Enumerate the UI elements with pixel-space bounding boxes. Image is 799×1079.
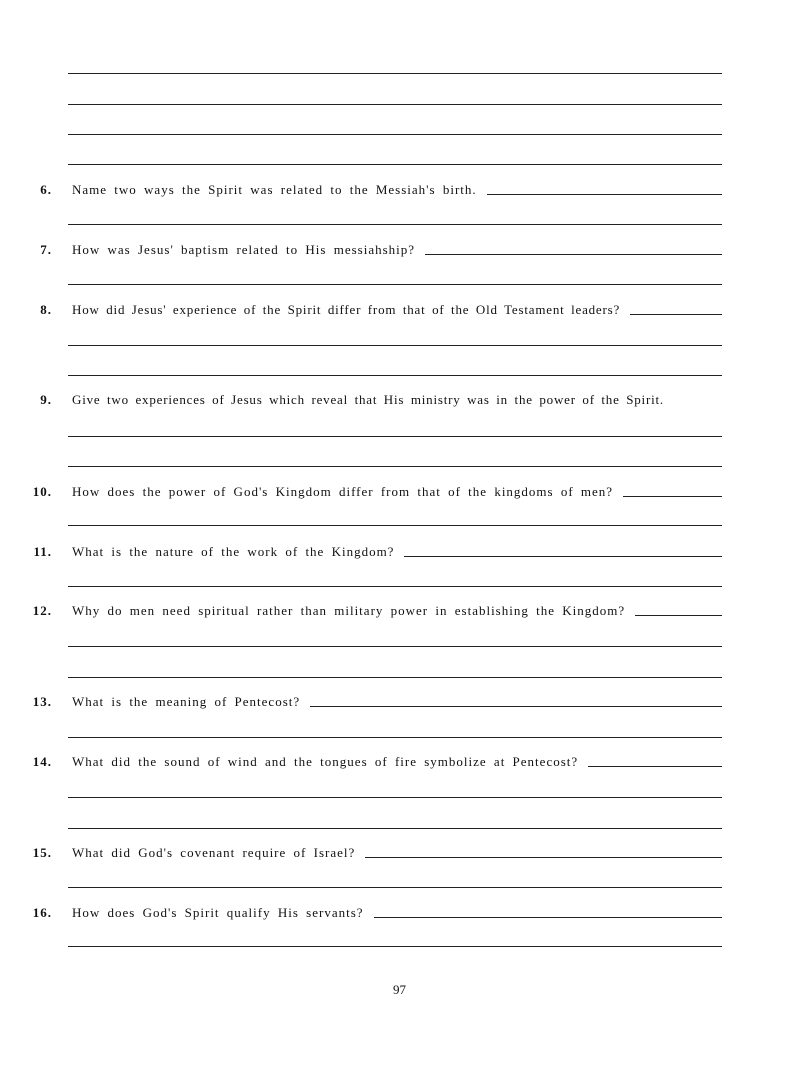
answer-line [68,797,722,798]
question-number: 10. [32,484,52,499]
question-text: Why do men need spiritual rather than military power in establishing the Kingdom? [72,603,626,618]
answer-line [68,828,722,829]
answer-blank [630,314,722,315]
answer-line [68,164,722,165]
answer-line [68,586,722,587]
question-16 [0,903,722,921]
answer-blank [588,766,722,767]
question-text: How does God's Spirit qualify His servants? [72,905,364,920]
answer-blank [623,496,722,497]
question-text: Name two ways the Spirit was related to the Messiah's birth. [72,182,477,197]
question-number: 9. [40,392,52,407]
question-9 [0,390,722,408]
question-15 [0,843,722,861]
question-number: 8. [40,302,52,317]
answer-line [68,345,722,346]
question-text: How does the power of God's Kingdom differ from that of the kingdoms of men? [72,484,614,499]
answer-blank [487,194,722,195]
page-number: 97 [393,982,406,997]
question-text: What did God's covenant require of Israel? [72,845,356,860]
question-text: What did the sound of wind and the tongues of fire symbolize at Pentecost? [72,754,579,769]
question-6 [0,180,722,198]
question-text: How was Jesus' baptism related to His messiahship? [72,242,416,257]
question-12 [0,601,722,619]
answer-line [68,737,722,738]
question-text: What is the nature of the work of the Kingdom? [72,544,395,559]
question-10 [0,482,722,500]
question-11 [0,542,722,560]
question-number: 12. [32,603,52,618]
answer-line [68,946,722,947]
question-7 [0,240,722,258]
answer-line [68,224,722,225]
question-8 [0,300,722,318]
question-text: Give two experiences of Jesus which reveal that His ministry was in the power of the Spirit. [72,392,664,407]
answer-blank [310,706,722,707]
answer-line [68,104,722,105]
answer-blank [365,857,722,858]
answer-line [68,375,722,376]
answer-line [68,73,722,74]
answer-line [68,887,722,888]
question-number: 13. [32,694,52,709]
answer-blank [404,556,722,557]
answer-line [68,646,722,647]
answer-blank [374,917,722,918]
question-14 [0,752,722,770]
question-number: 11. [33,544,52,559]
answer-line [68,284,722,285]
question-13 [0,692,722,710]
question-number: 16. [32,905,52,920]
answer-blank [425,254,722,255]
answer-line [68,525,722,526]
question-number: 6. [40,182,52,197]
question-number: 14. [32,754,52,769]
answer-line [68,134,722,135]
answer-line [68,466,722,467]
question-number: 7. [40,242,52,257]
question-text: What is the meaning of Pentecost? [72,694,301,709]
question-text: How did Jesus' experience of the Spirit differ from that of the Old Testament leaders? [72,302,621,317]
answer-line [68,436,722,437]
answer-blank [635,615,722,616]
question-number: 15. [32,845,52,860]
answer-line [68,677,722,678]
